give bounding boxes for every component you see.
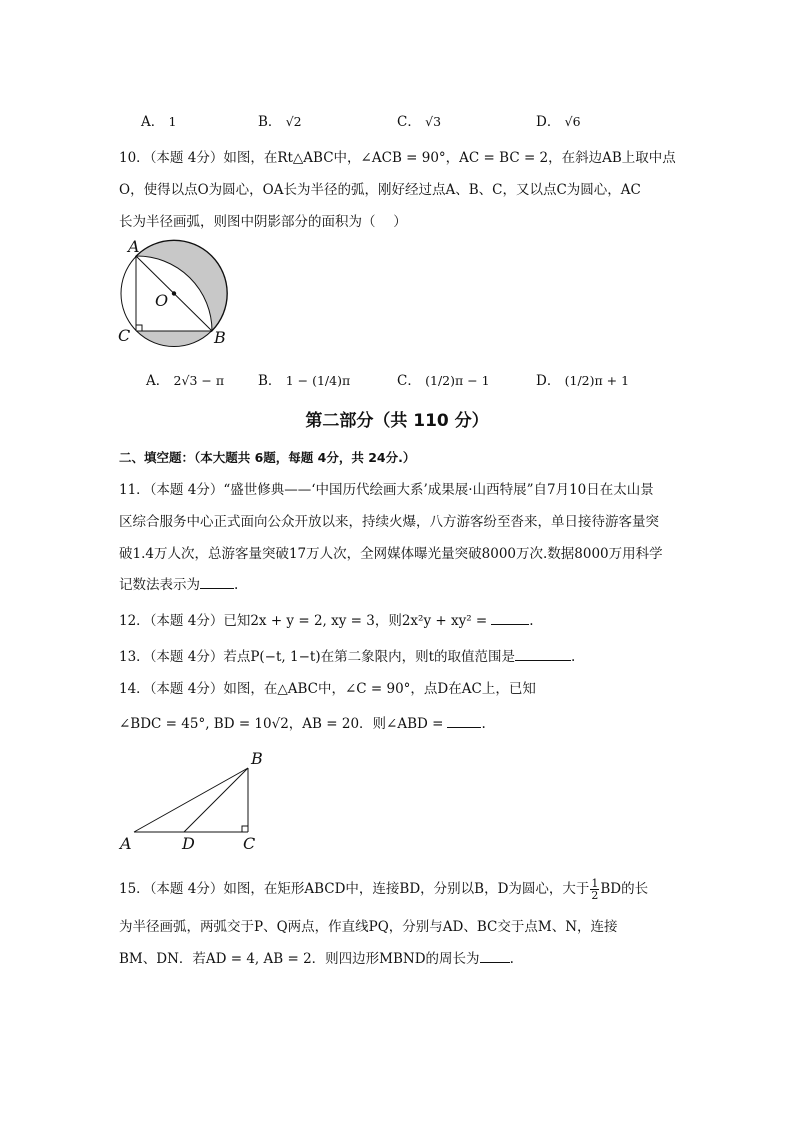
question-text: 破1.4万人次，总游客量突破17万人次，全网媒体曝光量突破8000万次.数据8000万用科学 <box>119 546 663 562</box>
question-number: 15． <box>119 881 150 897</box>
q15-line-3 <box>119 947 514 967</box>
question-text: 区综合服务中心正式面向公众开放以来，持续火爆，八方游客纷至沓来，单日接待游客量突 <box>119 514 659 530</box>
q14-label-c: C <box>243 834 256 853</box>
option-value: 1 − (1/4)π <box>285 373 351 388</box>
question-end: . <box>234 577 239 593</box>
question-text: 为半径画弧，两弧交于P、Q两点，作直线PQ，分别与AD、BC交于点M、N，连接 <box>119 919 618 935</box>
question-text: 记数法表示为 <box>119 577 200 593</box>
question-number: 11． <box>119 482 150 498</box>
question-score: （本题 4分） <box>149 649 224 665</box>
q10-label-b: B <box>214 328 226 347</box>
q9-option-d <box>536 110 581 130</box>
q14-right-angle-mark <box>242 826 248 832</box>
question-score: （本题 4分） <box>149 613 224 629</box>
option-value: 1 <box>168 114 177 129</box>
q14-label-d: D <box>182 834 195 853</box>
question-number: 12． <box>119 613 150 629</box>
option-value: √3 <box>425 114 442 129</box>
fraction-one-half <box>590 878 599 901</box>
option-letter: A． <box>146 373 170 389</box>
question-text: 若点P(−t, 1−t)在第二象限内，则t的取值范围是 <box>223 649 516 665</box>
q14-segment-bd <box>184 768 248 832</box>
question-score: （本题 4分） <box>149 150 224 166</box>
option-value: 2√3 − π <box>173 373 225 388</box>
q10-label-c: C <box>118 326 131 345</box>
section-title: 第二部分（共 110 分） <box>305 411 489 431</box>
answer-blank[interactable] <box>200 576 234 589</box>
answer-blank[interactable] <box>491 612 529 625</box>
option-letter: A． <box>141 114 165 130</box>
option-value: (1/2)π − 1 <box>425 373 490 388</box>
section-heading: 二、填空题：（本大题共 6题，每题 4分，共 24分.） <box>119 450 416 465</box>
option-letter: B． <box>258 373 282 389</box>
question-text: BD的长 <box>600 881 649 897</box>
question-end: . <box>509 951 514 967</box>
question-number: 13． <box>119 649 150 665</box>
answer-blank[interactable] <box>480 950 510 963</box>
q10-right-angle-mark <box>136 325 142 331</box>
option-value: (1/2)π + 1 <box>564 373 630 388</box>
q13-line <box>119 645 575 665</box>
question-end: . <box>571 649 576 665</box>
question-text: 长为半径画弧，则图中阴影部分的面积为（ ） <box>119 214 407 230</box>
question-end: . <box>529 613 534 629</box>
q10-line-2 <box>119 178 641 198</box>
q10-shaded-region <box>136 240 227 331</box>
option-letter: B． <box>258 114 282 130</box>
option-letter: C． <box>397 114 421 130</box>
q10-line-3 <box>119 210 407 230</box>
question-number: 14． <box>119 681 150 697</box>
q9-option-a <box>141 110 177 130</box>
option-letter: D． <box>536 373 561 389</box>
q10-option-a <box>146 369 224 389</box>
q14-figure <box>116 748 276 854</box>
answer-blank[interactable] <box>515 648 571 661</box>
q11-line-4 <box>119 573 238 593</box>
q10-line-1 <box>119 146 676 166</box>
question-text: 已知2x + y = 2, xy = 3，则2x²y + xy² = <box>223 613 488 629</box>
fraction-denominator: 2 <box>591 889 599 902</box>
answer-blank[interactable] <box>447 715 481 728</box>
q14-label-a: A <box>120 834 132 853</box>
option-value: √6 <box>564 114 581 129</box>
question-score: （本题 4分） <box>149 482 224 498</box>
fraction-numerator: 1 <box>591 877 599 890</box>
option-value: √2 <box>285 114 302 129</box>
question-text: 如图，在矩形ABCD中，连接BD，分别以B，D为圆心，大于 <box>223 881 590 897</box>
q11-line-3 <box>119 542 663 562</box>
q11-line-1 <box>119 478 654 498</box>
q10-figure <box>112 238 242 353</box>
question-text: ∠BDC = 45°, BD = 10√2，AB = 20．则∠ABD = <box>119 716 444 732</box>
question-score: （本题 4分） <box>149 681 224 697</box>
q10-point-o <box>172 291 176 295</box>
q14-line-1 <box>119 677 536 697</box>
question-score: （本题 4分） <box>149 881 224 897</box>
question-end: . <box>481 716 486 732</box>
q10-label-a: A <box>128 238 140 256</box>
option-letter: C． <box>397 373 421 389</box>
q9-option-b <box>258 110 302 130</box>
option-letter: D． <box>536 114 561 130</box>
question-text: BM、DN．若AD = 4, AB = 2．则四边形MBND的周长为 <box>119 951 480 967</box>
q10-option-c <box>397 369 490 389</box>
question-text: 如图，在Rt△ABC中，∠ACB = 90°，AC = BC = 2，在斜边AB上取中点 <box>223 150 676 166</box>
q14-line-2 <box>119 712 486 732</box>
q12-line <box>119 609 534 629</box>
q14-side-ab <box>134 768 248 832</box>
q11-line-2 <box>119 510 659 530</box>
q10-option-b <box>258 369 350 389</box>
q15-line-1 <box>119 877 648 901</box>
question-number: 10． <box>119 150 150 166</box>
question-text: 如图，在△ABC中，∠C = 90°，点D在AC上，已知 <box>223 681 536 697</box>
q10-label-o: O <box>155 291 169 310</box>
q10-option-d <box>536 369 629 389</box>
q15-line-2 <box>119 915 618 935</box>
q9-option-c <box>397 110 441 130</box>
q14-label-b: B <box>251 749 263 768</box>
question-text: O，使得以点O为圆心，OA长为半径的弧，刚好经过点A、B、C，又以点C为圆心，AC <box>119 182 641 198</box>
question-text: “盛世修典——‘中国历代绘画大系’成果展·山西特展”自7月10日在太山景 <box>223 482 654 498</box>
